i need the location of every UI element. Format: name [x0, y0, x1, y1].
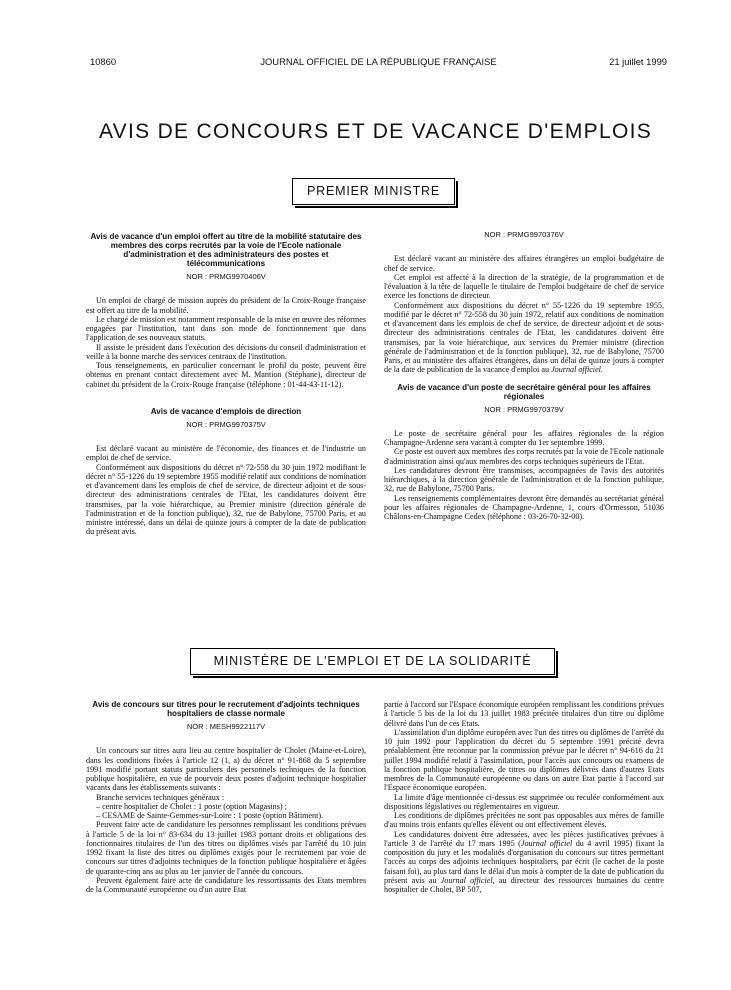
paragraph: – centre hospitalier de Cholet : 1 poste (option Magasins) ; — [96, 801, 287, 811]
paragraph: Branche services techniques généraux : — [96, 792, 225, 802]
paragraph: Le chargé de mission est notamment responsable de la mise en œuvre des réformes engagées par l'institution, tant dans son mode de fonctionnement que dans l'application de ses nouveaux statuts. — [86, 314, 366, 343]
paragraph: Conformément aux dispositions du décret n° 55-1226 du 19 septembre 1955, modifié par le décret n° 72-558 du 30 juin 1972, relatif aux conditions de nomination et d'avancement dans les emplois de chef de service, de directeur adjoint et de sous-directeur des administrations centrales de l'Etat, les candidatures doivent être transmises, par la voie hiérarchique, aux services du Premier ministre (direction générale de l'administration et de la fonction publique), 32, rue de Babylone, 75700 Paris, et au ministère des affaires étrangères, dans un délai de quinze jours à compter de la date de publication de la vacance d'emploi au Journal officiel. — [384, 300, 664, 375]
section-title: PREMIER MINISTRE — [307, 184, 440, 198]
paragraph: Le poste de secrétaire général pour les affaires régionales de la région Champagne-Ardenne sera vacant à compter du 1er septembre 1999. — [384, 428, 664, 447]
column-left-2 — [86, 700, 366, 894]
paragraph: Est déclaré vacant au ministère de l'économie, des finances et de l'industrie un emploi de chef de service. — [86, 444, 366, 463]
paragraph: Les renseignements complémentaires devront être demandés au secrétariat général pour les affaires régionales de Champagne-Ardenne, 1, cours d'Ormesson, 51036 Châlons-en-Champagne Cedex (téléphone : 03-26-70-32-00). — [384, 493, 664, 521]
paragraph: Cet emploi est affecté à la direction de la stratégie, de la programmation et de l'évaluation à la tête de laquelle le titulaire de l'emploi budgétaire de chef de service exerce les fonctions de directeur. — [384, 272, 664, 301]
paragraph: Ce poste est ouvert aux membres des corps recrutés par la voie de l'Ecole nationale d'administration ainsi qu'aux membres des corps techniques supérieurs de l'Etat. — [384, 447, 664, 466]
nor-reference: NOR : MESH9922117V — [186, 722, 266, 731]
column-left-1 — [86, 232, 366, 537]
paragraph: Les candidatures devront être transmises, accompagnées de l'avis des autorités hiérarchiques, à la direction générale de l'administration et de la fonction publique, 32, rue de Babylone, 75700 Paris. — [384, 465, 664, 494]
paragraph: Est déclaré vacant au ministère des affaires étrangères un emploi budgétaire de chef de service. — [384, 254, 664, 273]
section-box-premier-ministre — [292, 178, 455, 205]
paragraph: – CESAME de Sainte-Gemmes-sur-Loire : 1 poste (option Bâtiment). — [96, 811, 324, 820]
paragraph: Peuvent également faire acte de candidature les ressortissants des Etats membres de la Communauté européenne ou d'un autre Etat — [86, 875, 366, 894]
paragraph: Un emploi de chargé de mission auprès du président de la Croix-Rouge française est offert au titre de la mobilité. — [86, 296, 366, 315]
paragraph: Tous renseignements, en particulier concernant le profil du poste, peuvent être obtenus en prenant contact directement avec M. Mantion (Stéphane), directeur de cabinet du président de la Croix-Rouge française (téléphone : 01-44-43-11-12). — [86, 361, 366, 389]
nor-reference: NOR : PRMG9970406V — [186, 272, 266, 281]
section-title: MINISTÈRE DE L'EMPLOI ET DE LA SOLIDARITÉ — [213, 654, 532, 668]
paragraph: La limite d'âge mentionnée ci-dessus est supprimée ou reculée conformément aux dispositions législatives ou réglementaires en vigueur. — [384, 792, 664, 811]
paragraph: partie à l'accord sur l'Espace économique européen remplissant les conditions prévues à l'article 5 bis de la loi du 13 juillet 1983 précitée titulaires d'un titre ou diplôme délivré dans l'un de ces Etats. — [384, 700, 664, 728]
article-title: Avis de concours sur titres pour le recrutement d'adjoints techniques hospitaliers de classe normale — [92, 700, 360, 718]
paragraph: L'assimilation d'un diplôme européen avec l'un des titres ou diplômes de l'arrêté du 10 juin 1992 pour l'application du décret du 5 septembre 1991 précité devra préalablement être reconnue par la commission prévue par le décret n° 94-616 du 21 juillet 1994 modifié relatif à l'assimilation, pour l'accès aux concours ou examens de la fonction publique hospitalière, de titres ou diplômes délivrés dans d'autres Etats membres de la Communauté européenne ou dans un autre Etat partie à l'accord sur l'Espace économique européen. — [384, 727, 664, 793]
paragraph: Peuvent faire acte de candidature les personnes remplissant les conditions prévues à l'article 5 de la loi n° 83-634 du 13 juillet 1983 portant droits et obligations des fonctionnaires titulaires de l'un des titres ou diplômes visés par l'arrêté du 10 juin 1992 fixant la liste des titres ou diplômes exigés pour le recrutement par voie de concours sur titres d'adjoints techniques de la fonction publique hospitalière et âgées de quarante-cinq ans au plus au 1er janvier de l'année du concours. — [86, 820, 366, 876]
issue-date: 21 juillet 1999 — [609, 56, 667, 67]
article-title: Avis de vacance d'un poste de secrétaire général pour les affaires régionales — [397, 382, 651, 401]
column-right-1 — [384, 230, 664, 521]
paragraph: Conformément aux dispositions du décret n° 72-558 du 30 juin 1972 modifiant le décret n° 55-1226 du 19 septembre 1955 modifié relatif aux conditions de nomination et d'avancement dans les emplois de chef de service, de directeur adjoint et de sous-directeur des administrations centrales de l'Etat, les candidatures doivent être transmises, par la voie hiérarchique, au Premier ministre (direction générale de l'administration et de la fonction publique), 32, rue de Babylone, 75700 Paris, et au ministre intéressé, dans un délai de quinze jours à compter de la date de publication du présent avis. — [86, 462, 366, 537]
paragraph: Les candidatures doivent être adressées, avec les pièces justificatives prévues à l'article 3 de l'arrêté du 17 mars 1995 (Journal officiel du 4 avril 1995) fixant la composition du jury et les modalités d'organisation du concours sur titres permettant l'accès au corps des adjoints techniques hospitaliers, par écrit (le cachet de la poste faisant foi), au plus tard dans le délai d'un mois à compter de la date de publication du présent avis au Journal officiel, au directeur des ressources humaines du centre hospitalier de Cholet, BP 507, — [384, 829, 664, 894]
column-right-2 — [384, 700, 664, 894]
paragraph: Un concours sur titres aura lieu au centre hospitalier de Cholet (Maine-et-Loire), dans les conditions fixées à l'article 12 (1, a) du décret n° 91-868 du 5 septembre 1991 modifié portant statuts particuliers des personnels techniques de la fonction publique hospitalière, en vue de pourvoir deux postes d'adjoint technique hospitalier vacants dans les établissements suivants : — [86, 746, 366, 793]
article-title: Avis de vacance d'un emploi offert au titre de la mobilité statutaire des membres des corps recrutés par la voie de l'Ecole nationale d'administration et des administrateurs des postes et télécommunications — [90, 232, 362, 268]
nor-reference: NOR : PRMG9970376V — [484, 230, 564, 239]
nor-reference: NOR : PRMG9970375V — [186, 419, 266, 429]
page-number: 10860 — [90, 56, 117, 67]
paragraph: Il assiste le président dans l'exécution des décisions du conseil d'administration et veille à la bonne marche des services centraux de l'institution. — [86, 342, 366, 361]
article-title: Avis de vacance d'emplois de direction — [150, 406, 302, 416]
journal-name: JOURNAL OFFICIEL DE LA RÉPUBLIQUE FRANÇAISE — [260, 56, 497, 67]
nor-reference: NOR : PRMG9970379V — [484, 404, 564, 414]
paragraph: Les conditions de diplômes précitées ne sont pas opposables aux mères de famille d'au moins trois enfants qu'elles élèvent ou ont effectivement élevés. — [384, 811, 664, 830]
section-box-ministere-emploi — [190, 648, 555, 675]
page-title: AVIS DE CONCOURS ET DE VACANCE D'EMPLOIS — [98, 120, 653, 143]
